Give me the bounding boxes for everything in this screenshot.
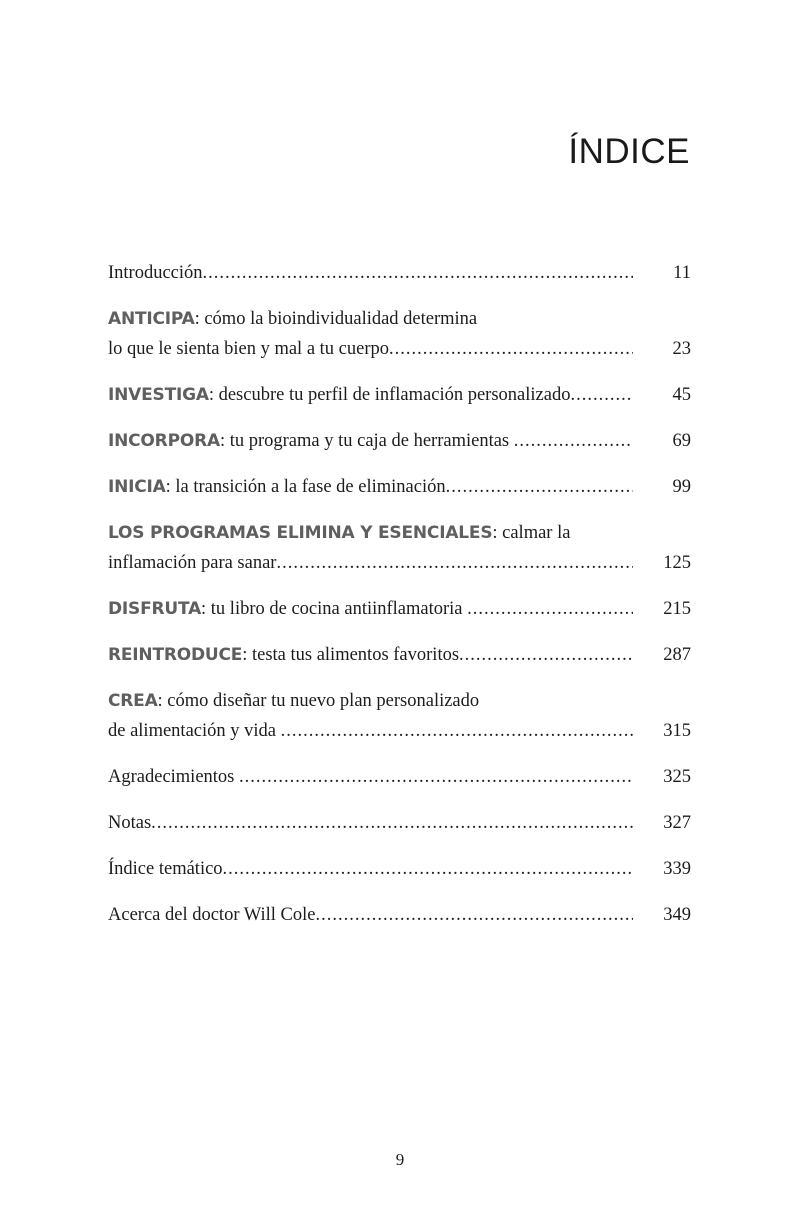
toc-entry-page: 327	[663, 813, 691, 833]
toc-entry-title: Agradecimientos	[108, 767, 239, 787]
toc-entry-page: 349	[663, 905, 691, 925]
toc-entry-keyword: INICIA	[108, 477, 166, 497]
dot-leader	[389, 334, 633, 364]
toc-entry-reintroduce[interactable]	[108, 640, 691, 670]
toc-entry-incorpora[interactable]	[108, 426, 691, 456]
toc-entry-row	[108, 426, 691, 456]
toc-entry-first-line	[108, 304, 691, 334]
toc-entry-title: de alimentación y vida	[108, 721, 281, 741]
toc-entry-title: lo que le sienta bien y mal a tu cuerpo	[108, 339, 390, 359]
toc-entry-title: : testa tus alimentos favoritos	[242, 645, 460, 665]
toc-entry-crea[interactable]	[108, 686, 691, 746]
toc-entry-row	[108, 594, 691, 624]
dot-leader	[467, 594, 633, 624]
toc-entry-first-line	[108, 518, 691, 548]
toc-entry-acerca-del-autor[interactable]	[108, 900, 691, 930]
page-title: ÍNDICE	[568, 132, 690, 171]
toc-entry-row	[108, 548, 691, 578]
toc-entry-title-group	[108, 380, 570, 410]
toc-entry-keyword: CREA	[108, 691, 158, 711]
toc-entry-page: 23	[672, 339, 691, 359]
toc-entry-title-group	[108, 472, 446, 502]
toc-entry-indice-tematico[interactable]	[108, 854, 691, 884]
table-of-contents	[108, 258, 691, 930]
toc-entry-title: : tu libro de cocina antiinflamatoria	[201, 599, 468, 619]
toc-entry-row	[108, 762, 691, 792]
toc-entry-page: 325	[663, 767, 691, 787]
toc-entry-title: Introducción	[108, 263, 203, 283]
toc-entry-title: : tu programa y tu caja de herramientas	[219, 431, 514, 451]
toc-entry-row	[108, 380, 691, 410]
toc-entry-notas[interactable]	[108, 808, 691, 838]
toc-entry-title-group	[108, 640, 459, 670]
toc-entry-page: 125	[663, 553, 691, 573]
dot-leader	[459, 640, 633, 670]
toc-entry-inicia[interactable]	[108, 472, 691, 502]
toc-entry-introduccion[interactable]	[108, 258, 691, 288]
dot-leader	[203, 258, 633, 288]
toc-entry-row	[108, 854, 691, 884]
toc-entry-row	[108, 640, 691, 670]
toc-entry-page: 315	[663, 721, 691, 741]
toc-entry-programas[interactable]	[108, 518, 691, 578]
toc-entry-first-line	[108, 686, 691, 716]
dot-leader	[446, 472, 633, 502]
toc-entry-keyword: INVESTIGA	[108, 385, 209, 405]
dot-leader	[223, 854, 633, 884]
toc-entry-page: 339	[663, 859, 691, 879]
toc-entry-title: Acerca del doctor Will Cole	[108, 905, 316, 925]
dot-leader	[239, 762, 633, 792]
toc-entry-anticipa[interactable]	[108, 304, 691, 364]
toc-entry-row	[108, 808, 691, 838]
toc-entry-title-group	[108, 594, 467, 624]
toc-entry-title: : la transición a la fase de eliminación	[165, 477, 446, 497]
toc-entry-keyword: REINTRODUCE	[108, 645, 243, 665]
dot-leader	[151, 808, 633, 838]
page-number: 9	[395, 1150, 405, 1169]
toc-entry-subtitle: : cómo la bioindividualidad determina	[194, 309, 478, 329]
toc-entry-page: 287	[663, 645, 691, 665]
toc-entry-title: : descubre tu perfil de inflamación personalizado	[208, 385, 571, 405]
toc-entry-row	[108, 716, 691, 746]
toc-entry-keyword: INCORPORA	[108, 431, 220, 451]
toc-entry-keyword: DISFRUTA	[108, 599, 202, 619]
toc-entry-title-group	[108, 426, 514, 456]
toc-entry-row	[108, 900, 691, 930]
toc-entry-page: 215	[663, 599, 691, 619]
toc-entry-subtitle: : calmar la	[492, 523, 571, 543]
toc-entry-page: 11	[673, 263, 691, 283]
toc-entry-title: Notas	[108, 813, 152, 833]
toc-entry-title: inflamación para sanar	[108, 553, 277, 573]
toc-entry-investiga[interactable]	[108, 380, 691, 410]
dot-leader	[281, 716, 633, 746]
toc-entry-disfruta[interactable]	[108, 594, 691, 624]
toc-entry-title: Índice temático	[108, 859, 223, 879]
dot-leader	[276, 548, 633, 578]
dot-leader	[315, 900, 633, 930]
toc-entry-row	[108, 472, 691, 502]
toc-entry-agradecimientos[interactable]	[108, 762, 691, 792]
toc-entry-keyword: ANTICIPA	[108, 309, 195, 329]
toc-entry-keyword: LOS PROGRAMAS ELIMINA Y ESENCIALES	[108, 523, 493, 543]
toc-entry-page: 45	[672, 385, 691, 405]
toc-entry-row	[108, 258, 691, 288]
toc-entry-subtitle: : cómo diseñar tu nuevo plan personalizado	[157, 691, 480, 711]
dot-leader	[570, 380, 633, 410]
toc-entry-page: 99	[672, 477, 691, 497]
toc-entry-row	[108, 334, 691, 364]
dot-leader	[514, 426, 633, 456]
toc-entry-page: 69	[672, 431, 691, 451]
